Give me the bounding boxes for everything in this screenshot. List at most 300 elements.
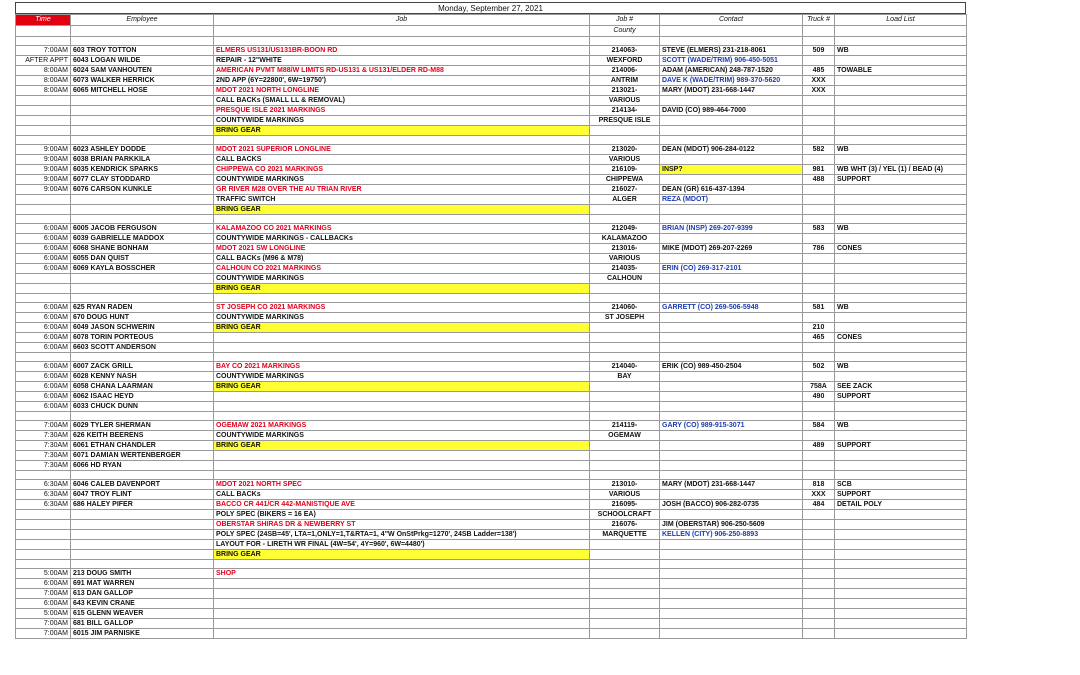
load-list-cell: WB bbox=[835, 46, 967, 56]
employee-cell: 6058 CHANA LAARMAN bbox=[71, 382, 214, 392]
job-cell: BRING GEAR bbox=[214, 382, 590, 392]
job-number-cell bbox=[590, 609, 660, 619]
job-number-cell bbox=[590, 540, 660, 550]
contact-cell: KELLEN (CITY) 906-250-8893 bbox=[660, 530, 803, 540]
table-row bbox=[16, 155, 967, 165]
employee-cell bbox=[71, 550, 214, 560]
contact-cell bbox=[660, 284, 803, 294]
job-cell: MDOT 2021 NORTH SPEC bbox=[214, 480, 590, 490]
table-row bbox=[16, 66, 967, 76]
truck-cell: 981 bbox=[803, 165, 835, 175]
table-row bbox=[16, 303, 967, 313]
job-cell: COUNTYWIDE MARKINGS - CALLBACKs bbox=[214, 234, 590, 244]
truck-cell bbox=[803, 185, 835, 195]
job-cell: CALL BACKS bbox=[214, 155, 590, 165]
contact-cell: ADAM (AMERICAN) 248-787-1520 bbox=[660, 66, 803, 76]
table-row bbox=[16, 480, 967, 490]
contact-cell: DEAN (MDOT) 906-284-0122 bbox=[660, 145, 803, 155]
employee-cell: 6024 SAM VANHOUTEN bbox=[71, 66, 214, 76]
truck-cell bbox=[803, 126, 835, 136]
load-list-cell: WB bbox=[835, 303, 967, 313]
employee-cell: 6078 TORIN PORTEOUS bbox=[71, 333, 214, 343]
contact-cell bbox=[660, 412, 803, 421]
table-row bbox=[16, 224, 967, 234]
table-row bbox=[16, 116, 967, 126]
truck-cell bbox=[803, 205, 835, 215]
job-cell: COUNTYWIDE MARKINGS bbox=[214, 274, 590, 284]
employee-cell: 6033 CHUCK DUNN bbox=[71, 402, 214, 412]
table-row bbox=[16, 431, 967, 441]
job-cell: TRAFFIC SWITCH bbox=[214, 195, 590, 205]
load-list-cell bbox=[835, 96, 967, 106]
load-list-cell bbox=[835, 76, 967, 86]
time-cell: 5:00AM bbox=[16, 609, 71, 619]
time-cell bbox=[16, 353, 71, 362]
load-list-cell bbox=[835, 313, 967, 323]
load-list-cell bbox=[835, 284, 967, 294]
contact-cell bbox=[660, 254, 803, 264]
load-list-cell bbox=[835, 353, 967, 362]
truck-cell bbox=[803, 609, 835, 619]
load-list-cell: SEE ZACK bbox=[835, 382, 967, 392]
job-cell: COUNTYWIDE MARKINGS bbox=[214, 372, 590, 382]
job-cell: BRING GEAR bbox=[214, 441, 590, 451]
load-list-cell bbox=[835, 402, 967, 412]
time-cell: 6:00AM bbox=[16, 264, 71, 274]
contact-cell bbox=[660, 294, 803, 303]
time-cell bbox=[16, 294, 71, 303]
job-number-cell: 214006- bbox=[590, 66, 660, 76]
job-cell bbox=[214, 392, 590, 402]
job-cell: CALL BACKs (SMALL LL & REMOVAL) bbox=[214, 96, 590, 106]
job-number-cell bbox=[590, 215, 660, 224]
employee-cell: 6061 ETHAN CHANDLER bbox=[71, 441, 214, 451]
time-cell bbox=[16, 116, 71, 126]
job-number-cell bbox=[590, 382, 660, 392]
truck-cell bbox=[803, 451, 835, 461]
load-list-cell: WB bbox=[835, 362, 967, 372]
time-cell: 6:30AM bbox=[16, 490, 71, 500]
job-number-cell bbox=[590, 136, 660, 145]
time-cell: 9:00AM bbox=[16, 145, 71, 155]
load-list-cell bbox=[835, 451, 967, 461]
time-cell bbox=[16, 274, 71, 284]
load-list-cell bbox=[835, 619, 967, 629]
truck-cell bbox=[803, 589, 835, 599]
header-blank bbox=[660, 26, 803, 37]
job-cell: AMERICAN PVMT M88/W LIMITS RD-US131 & US131/ELDER RD-M88 bbox=[214, 66, 590, 76]
contact-cell bbox=[660, 96, 803, 106]
truck-cell: 818 bbox=[803, 480, 835, 490]
table-row bbox=[16, 402, 967, 412]
contact-cell bbox=[660, 510, 803, 520]
job-number-cell: 214119- bbox=[590, 421, 660, 431]
load-list-cell: TOWABLE bbox=[835, 66, 967, 76]
time-cell: 9:00AM bbox=[16, 165, 71, 175]
load-list-cell bbox=[835, 609, 967, 619]
table-row bbox=[16, 471, 967, 480]
contact-cell: ERIK (CO) 989-450-2504 bbox=[660, 362, 803, 372]
employee-cell: 603 TROY TOTTON bbox=[71, 46, 214, 56]
table-row bbox=[16, 579, 967, 589]
job-cell bbox=[214, 215, 590, 224]
contact-cell bbox=[660, 402, 803, 412]
time-cell: 6:00AM bbox=[16, 362, 71, 372]
header-truck: Truck # bbox=[803, 15, 835, 26]
job-cell: BRING GEAR bbox=[214, 323, 590, 333]
job-number-cell: 212049- bbox=[590, 224, 660, 234]
employee-cell: 6066 HD RYAN bbox=[71, 461, 214, 471]
table-row bbox=[16, 284, 967, 294]
time-cell: 7:00AM bbox=[16, 619, 71, 629]
table-row bbox=[16, 313, 967, 323]
truck-cell bbox=[803, 629, 835, 639]
table-row bbox=[16, 136, 967, 145]
load-list-cell bbox=[835, 343, 967, 353]
employee-cell: 6047 TROY FLINT bbox=[71, 490, 214, 500]
truck-cell bbox=[803, 510, 835, 520]
time-cell: 8:00AM bbox=[16, 86, 71, 96]
header-jobno: Job # bbox=[590, 15, 660, 26]
load-list-cell bbox=[835, 471, 967, 480]
load-list-cell bbox=[835, 155, 967, 165]
load-list-cell bbox=[835, 412, 967, 421]
table-row bbox=[16, 412, 967, 421]
truck-cell: 581 bbox=[803, 303, 835, 313]
contact-cell bbox=[660, 333, 803, 343]
job-number-cell bbox=[590, 343, 660, 353]
employee-cell bbox=[71, 205, 214, 215]
time-cell bbox=[16, 284, 71, 294]
load-list-cell: SUPPORT bbox=[835, 490, 967, 500]
time-cell: 7:30AM bbox=[16, 451, 71, 461]
employee-cell: 625 RYAN RADEN bbox=[71, 303, 214, 313]
contact-cell bbox=[660, 116, 803, 126]
table-row bbox=[16, 560, 967, 569]
contact-cell bbox=[660, 451, 803, 461]
time-cell bbox=[16, 195, 71, 205]
employee-cell bbox=[71, 37, 214, 46]
table-row bbox=[16, 195, 967, 205]
truck-cell bbox=[803, 599, 835, 609]
load-list-cell: SCB bbox=[835, 480, 967, 490]
employee-cell bbox=[71, 560, 214, 569]
contact-cell bbox=[660, 471, 803, 480]
load-list-cell bbox=[835, 294, 967, 303]
table-row bbox=[16, 86, 967, 96]
load-list-cell: SUPPORT bbox=[835, 175, 967, 185]
truck-cell bbox=[803, 540, 835, 550]
job-number-cell bbox=[590, 323, 660, 333]
job-cell bbox=[214, 343, 590, 353]
table-row bbox=[16, 550, 967, 560]
employee-cell: 6015 JIM PARNISKE bbox=[71, 629, 214, 639]
employee-cell bbox=[71, 96, 214, 106]
time-cell bbox=[16, 106, 71, 116]
job-cell: OBERSTAR SHIRAS DR & NEWBERRY ST bbox=[214, 520, 590, 530]
job-cell: ELMERS US131/US131BR-BOON RD bbox=[214, 46, 590, 56]
time-cell: 6:00AM bbox=[16, 313, 71, 323]
truck-cell bbox=[803, 353, 835, 362]
job-number-cell: KALAMAZOO bbox=[590, 234, 660, 244]
load-list-cell: DETAIL POLY bbox=[835, 500, 967, 510]
employee-cell bbox=[71, 530, 214, 540]
truck-cell bbox=[803, 254, 835, 264]
load-list-cell bbox=[835, 431, 967, 441]
time-cell: 7:30AM bbox=[16, 441, 71, 451]
header-row bbox=[16, 15, 967, 26]
table-row bbox=[16, 589, 967, 599]
employee-cell bbox=[71, 274, 214, 284]
employee-cell: 6077 CLAY STODDARD bbox=[71, 175, 214, 185]
employee-cell: 6005 JACOB FERGUSON bbox=[71, 224, 214, 234]
job-number-cell bbox=[590, 471, 660, 480]
load-list-cell: WB bbox=[835, 224, 967, 234]
time-cell bbox=[16, 205, 71, 215]
job-number-cell: MARQUETTE bbox=[590, 530, 660, 540]
employee-cell: 6049 JASON SCHWERIN bbox=[71, 323, 214, 333]
job-cell: POLY SPEC (24SB=45', LTA=1,ONLY=1,T&RTA=1, 4"W OnStPrkg=1270', 24SB Ladder=138') bbox=[214, 530, 590, 540]
table-row bbox=[16, 382, 967, 392]
contact-cell: GARRETT (CO) 269-506-5948 bbox=[660, 303, 803, 313]
job-number-cell: VARIOUS bbox=[590, 254, 660, 264]
job-number-cell: 216027- bbox=[590, 185, 660, 195]
truck-cell: XXX bbox=[803, 490, 835, 500]
time-cell: 6:00AM bbox=[16, 372, 71, 382]
contact-cell bbox=[660, 175, 803, 185]
job-cell: MDOT 2021 NORTH LONGLINE bbox=[214, 86, 590, 96]
contact-cell bbox=[660, 205, 803, 215]
job-cell: BRING GEAR bbox=[214, 126, 590, 136]
employee-cell: 6046 CALEB DAVENPORT bbox=[71, 480, 214, 490]
truck-cell: 484 bbox=[803, 500, 835, 510]
load-list-cell bbox=[835, 560, 967, 569]
job-number-cell: 213016- bbox=[590, 244, 660, 254]
contact-cell bbox=[660, 323, 803, 333]
truck-cell bbox=[803, 37, 835, 46]
time-cell: 6:00AM bbox=[16, 599, 71, 609]
contact-cell: DAVE K (WADE/TRIM) 989-370-5620 bbox=[660, 76, 803, 86]
table-row bbox=[16, 96, 967, 106]
contact-cell: DEAN (GR) 616-437-1394 bbox=[660, 185, 803, 195]
employee-cell bbox=[71, 284, 214, 294]
contact-cell: INSP? bbox=[660, 165, 803, 175]
employee-cell: 6023 ASHLEY DODDE bbox=[71, 145, 214, 155]
employee-cell: 6071 DAMIAN WERTENBERGER bbox=[71, 451, 214, 461]
job-number-cell: ANTRIM bbox=[590, 76, 660, 86]
truck-cell bbox=[803, 96, 835, 106]
contact-cell bbox=[660, 353, 803, 362]
contact-cell: REZA (MDOT) bbox=[660, 195, 803, 205]
contact-cell bbox=[660, 560, 803, 569]
employee-cell: 6076 CARSON KUNKLE bbox=[71, 185, 214, 195]
job-number-cell bbox=[590, 205, 660, 215]
time-cell bbox=[16, 530, 71, 540]
job-cell: PRESQUE ISLE 2021 MARKINGS bbox=[214, 106, 590, 116]
table-row bbox=[16, 530, 967, 540]
table-row bbox=[16, 215, 967, 224]
contact-cell bbox=[660, 589, 803, 599]
header-blank bbox=[71, 26, 214, 37]
load-list-cell bbox=[835, 510, 967, 520]
job-cell bbox=[214, 609, 590, 619]
job-cell: GR RIVER M28 OVER THE AU TRIAN RIVER bbox=[214, 185, 590, 195]
employee-cell: 6029 TYLER SHERMAN bbox=[71, 421, 214, 431]
job-cell bbox=[214, 629, 590, 639]
time-cell: 6:30AM bbox=[16, 480, 71, 490]
header-blank bbox=[803, 26, 835, 37]
job-cell bbox=[214, 353, 590, 362]
employee-cell bbox=[71, 116, 214, 126]
job-cell: MDOT 2021 SUPERIOR LONGLINE bbox=[214, 145, 590, 155]
header-job: Job bbox=[214, 15, 590, 26]
job-cell bbox=[214, 136, 590, 145]
truck-cell: 758A bbox=[803, 382, 835, 392]
load-list-cell: WB bbox=[835, 421, 967, 431]
job-cell: CALHOUN CO 2021 MARKINGS bbox=[214, 264, 590, 274]
truck-cell bbox=[803, 402, 835, 412]
truck-cell bbox=[803, 461, 835, 471]
job-number-cell: CHIPPEWA bbox=[590, 175, 660, 185]
time-cell: 6:00AM bbox=[16, 323, 71, 333]
job-cell bbox=[214, 333, 590, 343]
table-row bbox=[16, 56, 967, 66]
truck-cell bbox=[803, 274, 835, 284]
load-list-cell bbox=[835, 37, 967, 46]
truck-cell bbox=[803, 412, 835, 421]
contact-cell bbox=[660, 490, 803, 500]
truck-cell bbox=[803, 215, 835, 224]
job-number-cell: ALGER bbox=[590, 195, 660, 205]
table-row bbox=[16, 353, 967, 362]
employee-cell: 691 MAT WARREN bbox=[71, 579, 214, 589]
load-list-cell bbox=[835, 56, 967, 66]
table-row bbox=[16, 461, 967, 471]
job-number-cell: SCHOOLCRAFT bbox=[590, 510, 660, 520]
table-row bbox=[16, 254, 967, 264]
job-number-cell bbox=[590, 579, 660, 589]
table-row bbox=[16, 609, 967, 619]
contact-cell: SCOTT (WADE/TRIM) 906-450-5051 bbox=[660, 56, 803, 66]
contact-cell bbox=[660, 392, 803, 402]
header-contact: Contact bbox=[660, 15, 803, 26]
time-cell: 6:00AM bbox=[16, 254, 71, 264]
time-cell: 6:00AM bbox=[16, 579, 71, 589]
header-blank bbox=[16, 26, 71, 37]
employee-cell bbox=[71, 136, 214, 145]
job-number-cell: 214040- bbox=[590, 362, 660, 372]
truck-cell bbox=[803, 313, 835, 323]
load-list-cell bbox=[835, 579, 967, 589]
time-cell: 6:00AM bbox=[16, 234, 71, 244]
table-row bbox=[16, 234, 967, 244]
employee-cell bbox=[71, 353, 214, 362]
employee-cell: 626 KEITH BEERENS bbox=[71, 431, 214, 441]
header-blank bbox=[214, 26, 590, 37]
job-number-cell: 213021- bbox=[590, 86, 660, 96]
truck-cell bbox=[803, 56, 835, 66]
load-list-cell: CONES bbox=[835, 333, 967, 343]
job-cell: SHOP bbox=[214, 569, 590, 579]
job-number-cell: 216095- bbox=[590, 500, 660, 510]
time-cell: 6:30AM bbox=[16, 500, 71, 510]
table-row bbox=[16, 244, 967, 254]
time-cell bbox=[16, 550, 71, 560]
job-cell: BRING GEAR bbox=[214, 284, 590, 294]
job-number-cell: PRESQUE ISLE bbox=[590, 116, 660, 126]
time-cell: 7:00AM bbox=[16, 629, 71, 639]
time-cell: 6:00AM bbox=[16, 343, 71, 353]
job-number-cell bbox=[590, 599, 660, 609]
table-row bbox=[16, 205, 967, 215]
time-cell bbox=[16, 560, 71, 569]
contact-cell bbox=[660, 441, 803, 451]
load-list-cell bbox=[835, 274, 967, 284]
load-list-cell bbox=[835, 599, 967, 609]
load-list-cell bbox=[835, 323, 967, 333]
time-cell: 7:00AM bbox=[16, 589, 71, 599]
job-cell: COUNTYWIDE MARKINGS bbox=[214, 313, 590, 323]
truck-cell bbox=[803, 431, 835, 441]
job-cell: OGEMAW 2021 MARKINGS bbox=[214, 421, 590, 431]
contact-cell bbox=[660, 215, 803, 224]
employee-cell: 613 DAN GALLOP bbox=[71, 589, 214, 599]
table-row bbox=[16, 540, 967, 550]
truck-cell bbox=[803, 550, 835, 560]
contact-cell: ERIN (CO) 269-317-2101 bbox=[660, 264, 803, 274]
job-cell: MDOT 2021 SW LONGLINE bbox=[214, 244, 590, 254]
load-list-cell bbox=[835, 234, 967, 244]
contact-cell bbox=[660, 313, 803, 323]
job-number-cell bbox=[590, 461, 660, 471]
job-cell bbox=[214, 619, 590, 629]
employee-cell bbox=[71, 215, 214, 224]
truck-cell: 489 bbox=[803, 441, 835, 451]
time-cell bbox=[16, 520, 71, 530]
contact-cell bbox=[660, 550, 803, 560]
time-cell: 9:00AM bbox=[16, 175, 71, 185]
employee-cell bbox=[71, 412, 214, 421]
header-row-county bbox=[16, 26, 967, 37]
load-list-cell bbox=[835, 185, 967, 195]
truck-cell bbox=[803, 116, 835, 126]
table-row bbox=[16, 629, 967, 639]
job-number-cell: ST JOSEPH bbox=[590, 313, 660, 323]
time-cell: 7:00AM bbox=[16, 46, 71, 56]
employee-cell: 6068 SHANE BONHAM bbox=[71, 244, 214, 254]
job-cell bbox=[214, 451, 590, 461]
employee-cell bbox=[71, 510, 214, 520]
contact-cell bbox=[660, 372, 803, 382]
load-list-cell: SUPPORT bbox=[835, 392, 967, 402]
header-time: Time bbox=[16, 15, 71, 26]
contact-cell bbox=[660, 155, 803, 165]
truck-cell bbox=[803, 471, 835, 480]
truck-cell: 583 bbox=[803, 224, 835, 234]
time-cell: AFTER APPT bbox=[16, 56, 71, 66]
contact-cell bbox=[660, 629, 803, 639]
time-cell: 7:00AM bbox=[16, 421, 71, 431]
contact-cell bbox=[660, 274, 803, 284]
contact-cell bbox=[660, 540, 803, 550]
contact-cell bbox=[660, 431, 803, 441]
job-cell: COUNTYWIDE MARKINGS bbox=[214, 116, 590, 126]
contact-cell bbox=[660, 579, 803, 589]
contact-cell: STEVE (ELMERS) 231-218-8061 bbox=[660, 46, 803, 56]
truck-cell bbox=[803, 372, 835, 382]
contact-cell bbox=[660, 126, 803, 136]
truck-cell bbox=[803, 560, 835, 569]
